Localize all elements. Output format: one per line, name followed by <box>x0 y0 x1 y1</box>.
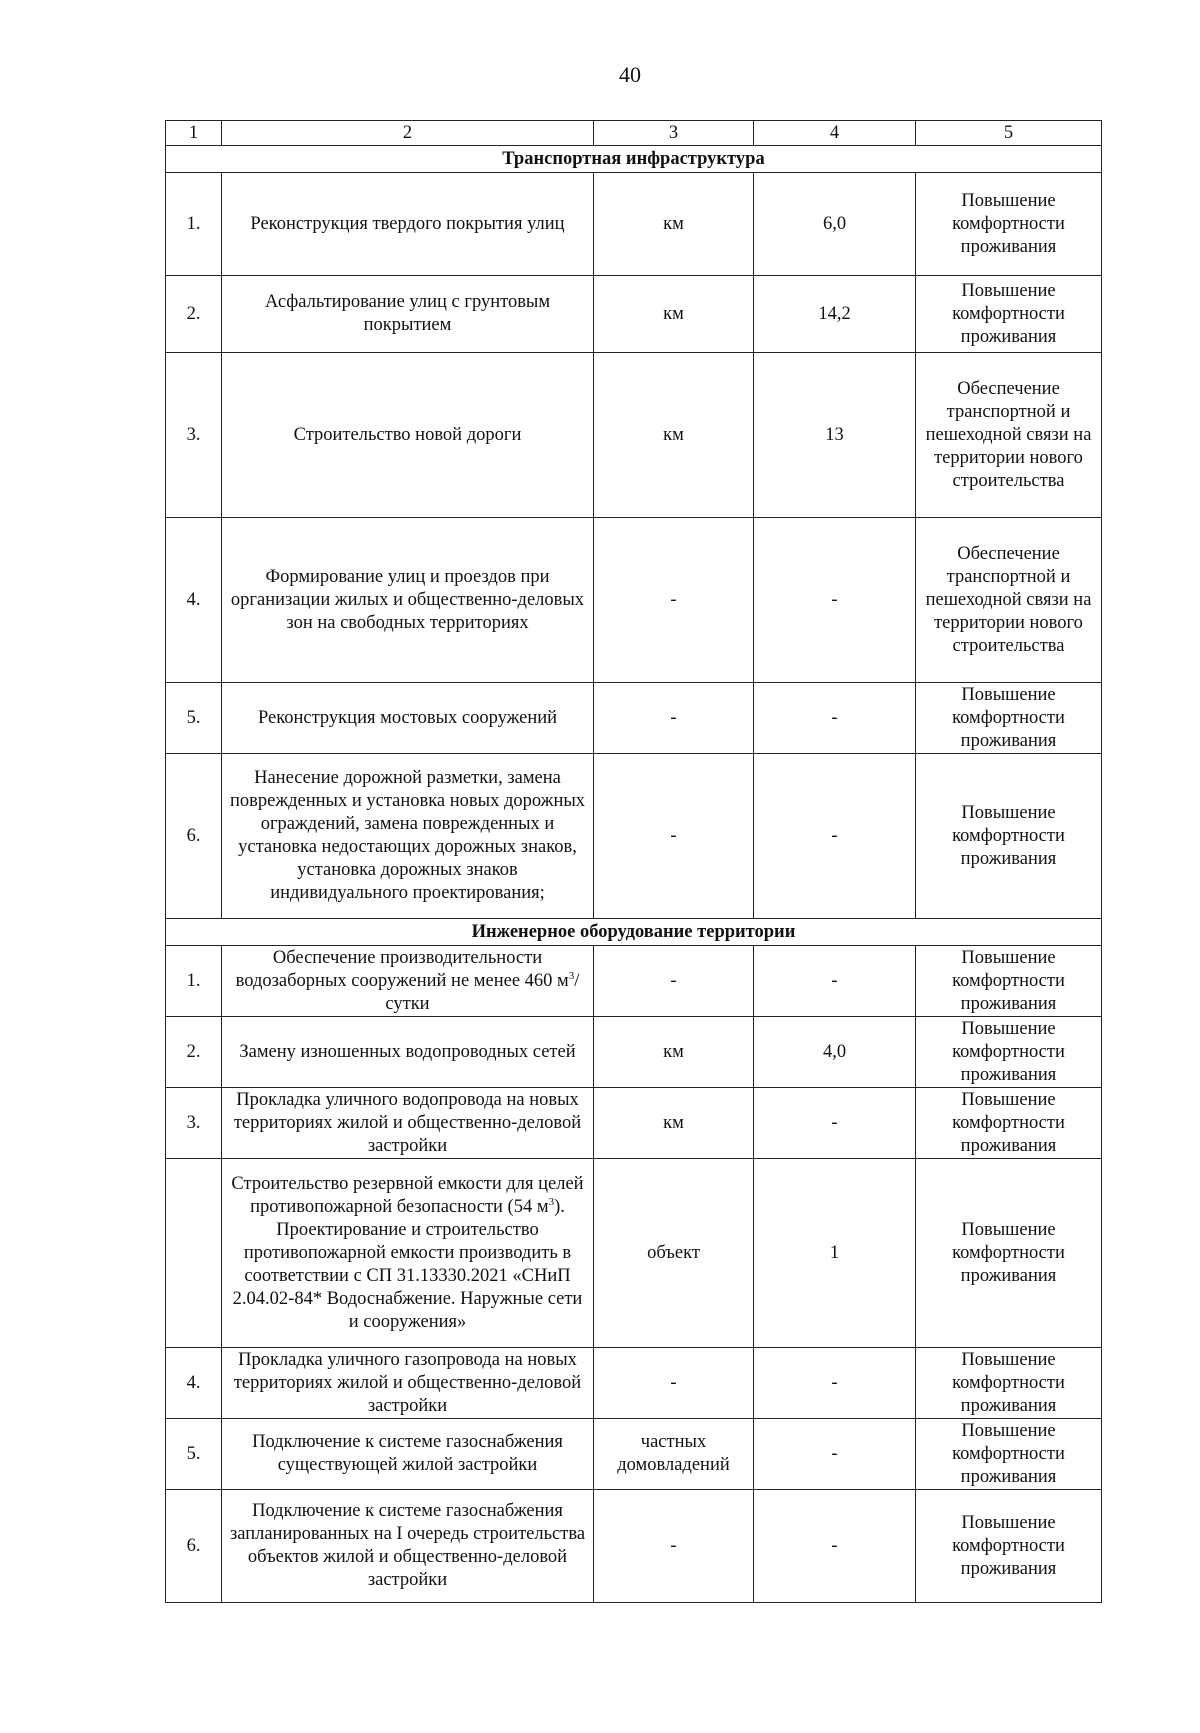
table-row <box>166 1088 1102 1159</box>
measure-name: Замену изношенных водопроводных сетей <box>222 1017 594 1088</box>
column-number: 2 <box>222 121 594 146</box>
measure-value: - <box>754 683 916 754</box>
row-number: 5. <box>166 1419 222 1490</box>
column-number: 1 <box>166 121 222 146</box>
measure-value: 14,2 <box>754 276 916 353</box>
measure-name: Нанесение дорожной разметки, замена поврежденных и установка новых дорожных ограждений, замена поврежденных и установка недостающих дорожных знаков, установка дорожных знаков индивидуального проектирования; <box>222 754 594 919</box>
measure-unit: - <box>594 754 754 919</box>
measure-name: Прокладка уличного водопровода на новых территориях жилой и общественно-деловой застройки <box>222 1088 594 1159</box>
measure-effect: Повышение комфортности проживания <box>916 1159 1102 1348</box>
measure-unit: частных домовладений <box>594 1419 754 1490</box>
measure-value: - <box>754 1490 916 1603</box>
measure-value: 1 <box>754 1159 916 1348</box>
measure-unit: км <box>594 1088 754 1159</box>
measure-effect: Повышение комфортности проживания <box>916 276 1102 353</box>
row-number <box>166 1159 222 1348</box>
section-title: Инженерное оборудование территории <box>166 919 1102 946</box>
measure-name <box>222 1159 594 1348</box>
measure-effect: Повышение комфортности проживания <box>916 1419 1102 1490</box>
measure-name: Реконструкция мостовых сооружений <box>222 683 594 754</box>
measure-effect: Повышение комфортности проживания <box>916 946 1102 1017</box>
measure-value: 6,0 <box>754 173 916 276</box>
measure-name: Подключение к системе газоснабжения существующей жилой застройки <box>222 1419 594 1490</box>
column-number-row <box>166 121 1102 146</box>
row-number: 4. <box>166 518 222 683</box>
table-row <box>166 1490 1102 1603</box>
measure-name: Подключение к системе газоснабжения запланированных на I очередь строительства объектов жилой и общественно-деловой застройки <box>222 1490 594 1603</box>
measure-value: - <box>754 518 916 683</box>
measure-name: Прокладка уличного газопровода на новых территориях жилой и общественно-деловой застройки <box>222 1348 594 1419</box>
measure-unit: км <box>594 353 754 518</box>
table-row <box>166 1159 1102 1348</box>
table-row <box>166 754 1102 919</box>
column-number: 4 <box>754 121 916 146</box>
measure-unit: - <box>594 683 754 754</box>
table-row <box>166 1017 1102 1088</box>
measure-effect: Обеспечение транспортной и пешеходной связи на территории нового строительства <box>916 353 1102 518</box>
measure-name: Асфальтирование улиц с грунтовым покрытием <box>222 276 594 353</box>
row-number: 1. <box>166 173 222 276</box>
measure-unit: - <box>594 1490 754 1603</box>
row-number: 3. <box>166 353 222 518</box>
measure-effect: Обеспечение транспортной и пешеходной связи на территории нового строительства <box>916 518 1102 683</box>
row-number: 1. <box>166 946 222 1017</box>
row-number: 4. <box>166 1348 222 1419</box>
measure-unit: объект <box>594 1159 754 1348</box>
measure-name: Строительство новой дороги <box>222 353 594 518</box>
superscript: 3 <box>548 1195 555 1208</box>
measure-name-text: Обеспечение производительности водозаборных сооружений не менее 460 м <box>235 947 569 991</box>
table-row <box>166 1419 1102 1490</box>
measure-effect: Повышение комфортности проживания <box>916 1088 1102 1159</box>
measure-name-text: /сутки <box>385 970 580 1014</box>
measure-unit: - <box>594 518 754 683</box>
table-row <box>166 518 1102 683</box>
measure-name-text: Строительство резервной емкости для целей противопожарной безопасности (54 м <box>231 1173 584 1217</box>
measure-unit: - <box>594 946 754 1017</box>
measure-value: - <box>754 1419 916 1490</box>
table-row <box>166 1348 1102 1419</box>
row-number: 3. <box>166 1088 222 1159</box>
measure-value: - <box>754 1348 916 1419</box>
measure-value: - <box>754 754 916 919</box>
measure-value: 4,0 <box>754 1017 916 1088</box>
row-number: 6. <box>166 1490 222 1603</box>
row-number: 2. <box>166 276 222 353</box>
column-number: 5 <box>916 121 1102 146</box>
measure-name <box>222 946 594 1017</box>
table-row <box>166 353 1102 518</box>
measure-value: 13 <box>754 353 916 518</box>
measure-unit: - <box>594 1348 754 1419</box>
measure-unit: км <box>594 1017 754 1088</box>
superscript: 3 <box>568 969 575 982</box>
measure-name: Реконструкция твердого покрытия улиц <box>222 173 594 276</box>
measure-unit: км <box>594 276 754 353</box>
section-header-row <box>166 146 1102 173</box>
measures-table <box>165 120 1102 1603</box>
table-row <box>166 276 1102 353</box>
measure-unit: км <box>594 173 754 276</box>
measure-name: Формирование улиц и проездов при организации жилых и общественно-деловых зон на свободных территориях <box>222 518 594 683</box>
table-row <box>166 173 1102 276</box>
measure-effect: Повышение комфортности проживания <box>916 1490 1102 1603</box>
measure-effect: Повышение комфортности проживания <box>916 1348 1102 1419</box>
measure-name-text: ). Проектирование и строительство противопожарной емкости производить в соответствии с СП 31.13330.2021 «СНиП 2.04.02-84* Водоснабжение. Наружные сети и сооружения» <box>232 1196 583 1332</box>
page-number: 40 <box>619 62 641 87</box>
measure-effect: Повышение комфортности проживания <box>916 1017 1102 1088</box>
row-number: 5. <box>166 683 222 754</box>
section-title: Транспортная инфраструктура <box>166 146 1102 173</box>
table-row <box>166 683 1102 754</box>
table-row <box>166 946 1102 1017</box>
section-header-row <box>166 919 1102 946</box>
measure-value: - <box>754 946 916 1017</box>
row-number: 2. <box>166 1017 222 1088</box>
measure-effect: Повышение комфортности проживания <box>916 683 1102 754</box>
measure-effect: Повышение комфортности проживания <box>916 173 1102 276</box>
measure-value: - <box>754 1088 916 1159</box>
column-number: 3 <box>594 121 754 146</box>
row-number: 6. <box>166 754 222 919</box>
measure-effect: Повышение комфортности проживания <box>916 754 1102 919</box>
